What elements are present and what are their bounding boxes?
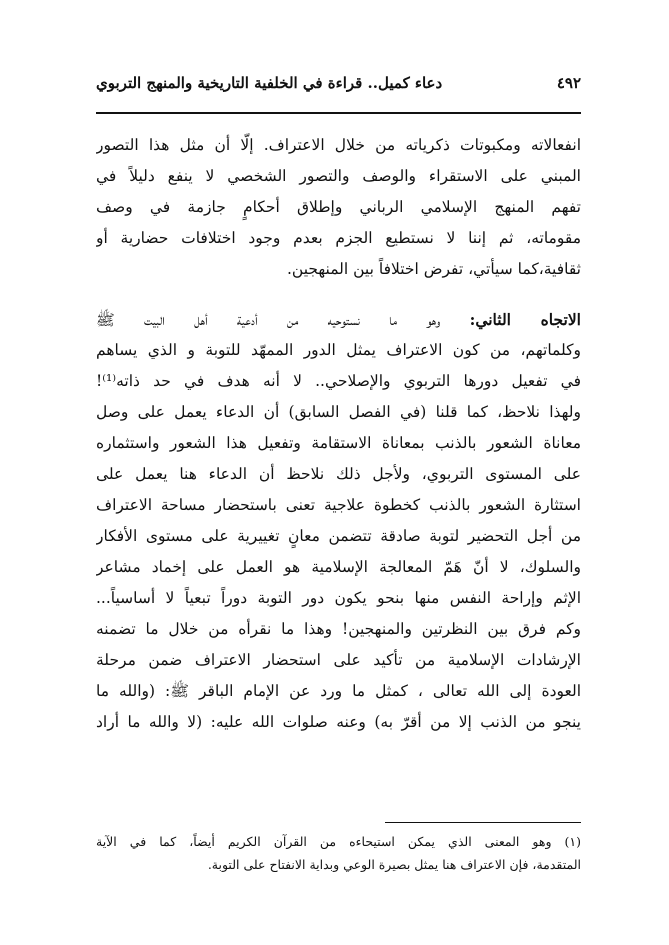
paragraph-line: الإثم وإراحة النفس منها بنحو يكون دور التوبة دوراً تبعياً لا أساسياً...: [96, 589, 581, 607]
paragraph-line: انفعالاته ومكبوتات ذكرياته من خلال الاعتراف. إلّا أن مثل هذا التصور: [96, 136, 581, 154]
paragraph-line: تفهم المنهج الإسلامي الرباني وإطلاق أحكامٍ جازمة في وصف: [96, 198, 581, 216]
footnote-line: (١) وهو المعنى الذي يمكن استيحاءه من القرآن الكريم أيضاً، كما في الآية: [96, 834, 581, 849]
paragraph-line: العودة إلى الله تعالى ، كمثل ما ورد عن الإمام الباقر ﷺ: (والله ما: [96, 682, 581, 700]
paragraph-line: المبني على الاستقراء والوصف والتصور الشخصي لا ينفع دليلاً في: [96, 167, 581, 185]
paragraph-line: معاناة الشعور بالذنب بمعاناة الاستقامة وتفعيل هذا الشعور واستثماره: [96, 434, 581, 452]
paragraph-line: [96, 304, 581, 335]
footnote-line: المتقدمة، فإن الاعتراف هنا يمثل بصيرة الوعي وبداية الانفتاح على التوبة.: [207, 857, 581, 872]
footnote: [96, 830, 581, 876]
paragraph-line: ينجو من الذنب إلا من أقرّ به) وعنه صلوات الله عليه: (لا والله ما أراد: [96, 713, 581, 731]
page-number: ٤٩٢: [556, 74, 581, 92]
heading-line-rest: وهو ما نستوحيه من أدعية أهل البيت ﷺ: [96, 311, 470, 329]
paragraph-line: مقوماته، ثم إننا لا نستطيع الجزم بعدم وجود اختلافات حضارية أو: [96, 229, 581, 247]
paragraph-line: استثارة الشعور بالذنب كخطوة علاجية تعنى باستحضار مساحة الاعتراف: [96, 496, 581, 514]
paragraph-line: وكم فرق بين النظرتين والمنهجين! وهذا ما نقرأه من خلال ما تضمنه: [96, 620, 581, 638]
paragraph-gap: [96, 285, 581, 304]
paragraph-line: الإرشادات الإسلامية من تأكيد على استحضار الاعتراف ضمن مرحلة: [96, 651, 581, 669]
section-heading: الاتجاه الثاني:: [469, 310, 581, 329]
paragraph-line: والسلوك، لا أنّ هَمّ المعالجة الإسلامية هو العمل على إخماد مشاعر: [96, 558, 581, 576]
header-rule: [96, 112, 581, 114]
body-text: [96, 130, 581, 738]
paragraph-line: ولهذا نلاحظ، كما قلنا (في الفصل السابق) أن الدعاء يعمل على وصل: [96, 403, 581, 421]
footnote-rule: [385, 822, 581, 823]
paragraph-line: على المستوى التربوي، ولأجل ذلك نلاحظ أن الدعاء هنا يعمل على: [96, 465, 581, 483]
running-title: دعاء كميل.. قراءة في الخلفية التاريخية والمنهج التربوي: [96, 74, 443, 92]
paragraph-line: من أجل التحضير لتوبة صادقة تتضمن معانٍ تغييرية على مستوى الأفكار: [96, 527, 581, 545]
paragraph-line: وكلماتهم، من كون الاعتراف يمثل الدور الممهّد للتوبة و الذي يساهم: [96, 341, 581, 359]
page-header: [96, 68, 581, 98]
paragraph-line: ثقافية،كما سيأتي، تفرض اختلافاً بين المنهجين.: [286, 260, 581, 278]
paragraph-line: في تفعيل دورها التربوي والإصلاحي.. لا أنه هدف في حد ذاته⁽¹⁾!: [96, 372, 581, 390]
